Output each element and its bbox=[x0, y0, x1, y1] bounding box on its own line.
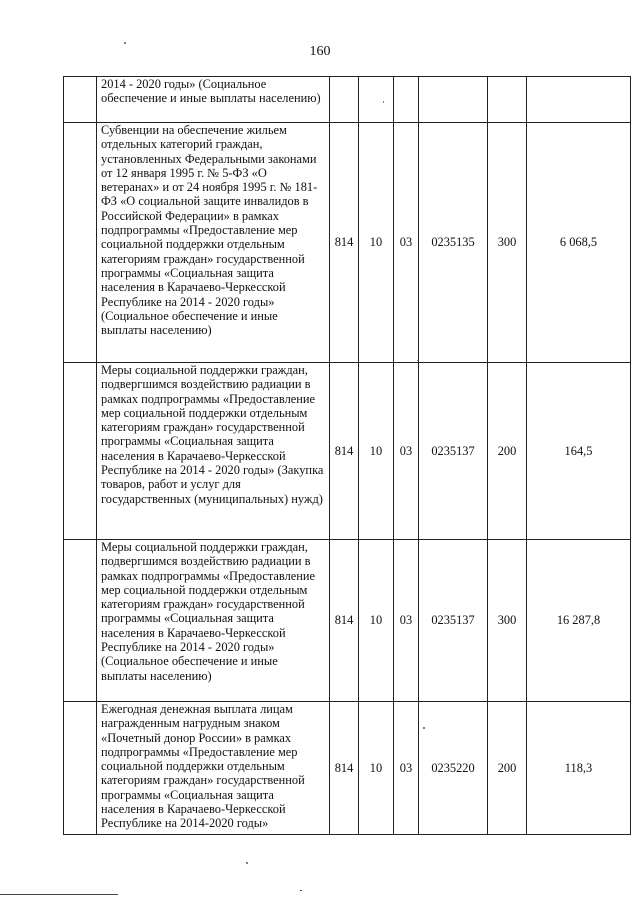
description-cell: Меры социальной поддержки граждан, подвергшимся воздействию радиации в рамках подпрограммы «Предоставление мер социальной поддержки отдельным категориям граждан» государственной программы «Социальная защита населения в Карачаево-Черкесской Республике на 2014 - 2020 годы» (Закупка товаров, работ и услуг для государственных (муниципальных) нужд) bbox=[97, 363, 330, 540]
scan-speck bbox=[423, 727, 425, 729]
target-article-cell: 0235135 bbox=[419, 123, 488, 363]
scan-speck bbox=[383, 101, 384, 103]
index-cell bbox=[64, 540, 97, 702]
section-code-cell: 10 bbox=[359, 702, 394, 835]
table-row bbox=[64, 540, 631, 702]
scan-edge-mark bbox=[300, 890, 302, 891]
table-row bbox=[64, 702, 631, 835]
subsection-code-cell: 03 bbox=[394, 540, 419, 702]
description-cell: Субвенции на обеспечение жильем отдельных категорий граждан, установленных Федеральными законами от 12 января 1995 г. № 5-ФЗ «О ветеранах» и от 24 ноября 1995 г. № 181-ФЗ «О социальной защите инвалидов в Российской Федерации» в рамках подпрограммы «Предоставление мер социальной поддержки отдельным категориям граждан» государственной программы «Социальная защита населения в Карачаево-Черкесской Республике на 2014 - 2020 годы» (Социальное обеспечение и иные выплаты населению) bbox=[97, 123, 330, 363]
subsection-code-cell: 03 bbox=[394, 702, 419, 835]
description-cell: 2014 - 2020 годы» (Социальное обеспечение и иные выплаты населению) bbox=[97, 77, 330, 123]
page-number: 160 bbox=[309, 44, 331, 59]
subsection-code-cell bbox=[394, 77, 419, 123]
amount-cell bbox=[527, 77, 631, 123]
table-row bbox=[64, 363, 631, 540]
section-code-cell: 10 bbox=[359, 123, 394, 363]
ministry-code-cell: 814 bbox=[330, 123, 359, 363]
section-code-cell bbox=[359, 77, 394, 123]
target-article-cell: 0235137 bbox=[419, 540, 488, 702]
amount-cell: 16 287,8 bbox=[527, 540, 631, 702]
scan-speck bbox=[246, 862, 248, 864]
table-row bbox=[64, 123, 631, 363]
subsection-code-cell: 03 bbox=[394, 363, 419, 540]
ministry-code-cell bbox=[330, 77, 359, 123]
expense-type-cell: 200 bbox=[488, 363, 527, 540]
amount-cell: 118,3 bbox=[527, 702, 631, 835]
subsection-code-cell: 03 bbox=[394, 123, 419, 363]
expense-type-cell: 300 bbox=[488, 540, 527, 702]
target-article-cell: 0235220 bbox=[419, 702, 488, 835]
amount-cell: 164,5 bbox=[527, 363, 631, 540]
table-row bbox=[64, 77, 631, 123]
scan-speck bbox=[417, 360, 419, 361]
section-code-cell: 10 bbox=[359, 363, 394, 540]
ministry-code-cell: 814 bbox=[330, 363, 359, 540]
scan-edge-mark bbox=[0, 894, 118, 895]
description-cell: Ежегодная денежная выплата лицам награжденным нагрудным знаком «Почетный донор России» в рамках подпрограммы «Предоставление мер социальной поддержки отдельным категориям граждан» государственной программы «Социальная защита населения в Карачаево-Черкесской Республике на 2014-2020 годы» bbox=[97, 702, 330, 835]
index-cell bbox=[64, 123, 97, 363]
scan-speck bbox=[124, 42, 126, 44]
expense-type-cell: 300 bbox=[488, 123, 527, 363]
section-code-cell: 10 bbox=[359, 540, 394, 702]
ministry-code-cell: 814 bbox=[330, 702, 359, 835]
description-cell: Меры социальной поддержки граждан, подвергшимся воздействию радиации в рамках подпрограммы «Предоставление мер социальной поддержки отдельным категориям граждан» государственной программы «Социальная защита населения в Карачаево-Черкесской Республике на 2014 - 2020 годы» (Социальное обеспечение и иные выплаты населению) bbox=[97, 540, 330, 702]
ministry-code-cell: 814 bbox=[330, 540, 359, 702]
budget-table bbox=[63, 76, 631, 835]
expense-type-cell: 200 bbox=[488, 702, 527, 835]
expense-type-cell bbox=[488, 77, 527, 123]
index-cell bbox=[64, 363, 97, 540]
amount-cell: 6 068,5 bbox=[527, 123, 631, 363]
index-cell bbox=[64, 77, 97, 123]
target-article-cell: 0235137 bbox=[419, 363, 488, 540]
target-article-cell bbox=[419, 77, 488, 123]
index-cell bbox=[64, 702, 97, 835]
